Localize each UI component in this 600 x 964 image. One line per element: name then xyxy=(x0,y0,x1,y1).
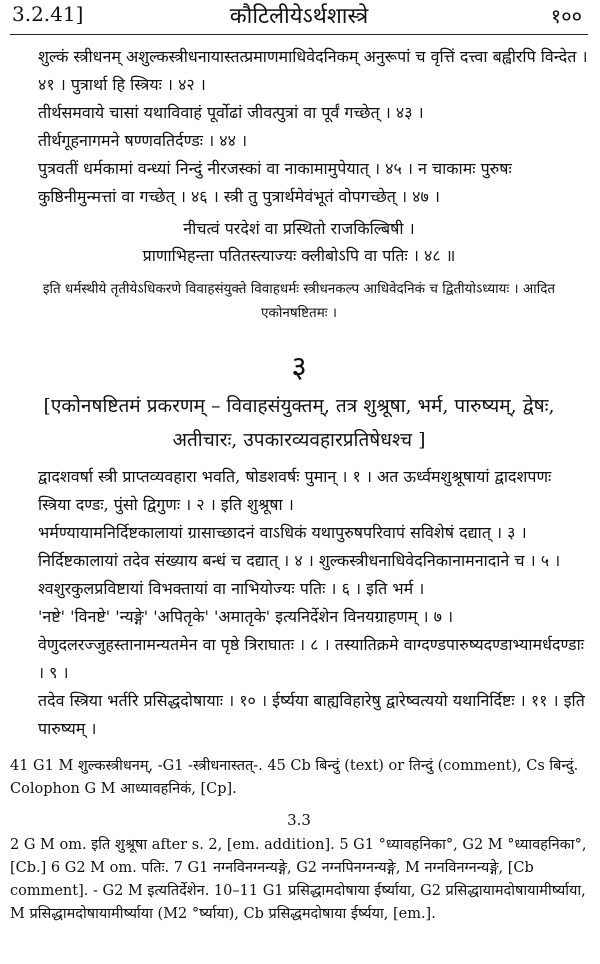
apparatus-note-3-2: 41 G1 M शुल्कस्त्रीधनम्, -G1 -स्त्रीधनास्तत्-. 45 Cb बिन्दुं (text) or तिन्दुं (comment), Cs बिन्दुं. Colophon G M आध्यावहनिकं, [Cp]. xyxy=(10,758,579,797)
apparatus-subhead: 3.3 xyxy=(287,811,311,829)
paragraph-1-2: द्वादशवर्षा स्त्री प्राप्तव्यवहारा भवति, षोडशवर्षः पुमान् । १ । अत ऊर्ध्वमशुश्रूषायां द्वादशपणः स्त्रिया दण्डः, पुंसो द्विगुणः । २ । इति शुश्रूषा । xyxy=(38,467,552,514)
paragraph-43: तीर्थसमवाये चासां यथाविवाहं पूर्वोढां जीवत्पुत्रां वा पूर्वं गच्छेत् । ४३ । xyxy=(38,103,424,122)
paragraph-10-11: तदेव स्त्रिया भर्तरि प्रसिद्धदोषायाः । १० । ईर्ष्यया बाह्यविहारेषु द्वारेष्वत्ययो यथानिर्दिष्टः । ११ । इति पारुष्यम् । xyxy=(38,691,585,738)
paragraph-7-9: 'नष्टे' 'विनष्टे' 'न्यङ्गे' 'अपितृके' 'अमातृके' इत्यनिर्देशेन विनयग्राहणम् । ७ । वेणुदलरज्जुहस्तानामन्यतमेन वा पृष्ठे त्रिराघातः । ८ । तस्यातिक्रमे वाग्दण्डपारुष्यदण्डाभ्यामर्धदण्डाः । ९ । xyxy=(38,607,584,682)
chapter-colophon: इति धर्मस्थीये तृतीयेऽधिकरणे विवाहसंयुक्ते विवाहधर्मः स्त्रीधनकल्प आधिवेदनिकं च द्वितीयोऽध्यायः । आदित एकोनषष्टितमः । xyxy=(42,281,556,321)
verse-48 xyxy=(10,215,588,269)
running-title: कौटिलीयेऽर्थशास्त्रे xyxy=(229,4,369,29)
chapter-number: ३ xyxy=(291,350,307,385)
page-number: १०० xyxy=(550,4,582,28)
verse-line-2: प्राणाभिहन्ता पतितस्त्याज्यः क्लीबोऽपि वा पतिः । ४८ ॥ xyxy=(142,246,456,265)
main-text xyxy=(10,43,588,743)
paragraph-44: तीर्थगूहनागमने षण्णवतिर्दण्डः । ४४ । xyxy=(38,131,248,150)
verse-line-1: नीचत्वं परदेशं वा प्रस्थितो राजकिल्बिषी । xyxy=(183,219,415,238)
prakarana-heading: [एकोनषष्टितमं प्रकरणम् – विवाहसंयुक्तम्, तत्र शुश्रूषा, भर्म, पारुष्यम्, द्वेषः, अतीचारः, उपकारव्यवहारप्रतिषेधश्च ] xyxy=(43,395,555,451)
paragraph-45-47: पुत्रवतीं धर्मकामां वन्ध्यां निन्दुं नीरजस्कां वा नाकामामुपेयात् । ४५ । न चाकामः पुरुषः कुष्ठिनीमुन्मत्तां वा गच्छेत् । ४६ । स्त्री तु पुत्रार्थमेवंभूतं वोपगच्छेत् । ४७ । xyxy=(38,159,512,206)
critical-apparatus xyxy=(10,755,588,926)
paragraph-41-42: शुल्कं स्त्रीधनम् अशुल्कस्त्रीधनायास्तत्प्रमाणमाधिवेदनिकम् अनुरूपां च वृत्तिं दत्त्वा बह्वीरपि विन्देत । ४१ । पुत्रार्था हि स्त्रियः । ४२ । xyxy=(38,47,588,94)
apparatus-note-3-3: 2 G M om. इति शुश्रूषा after s. 2, [em. addition]. 5 G1 °ध्यावहनिका°, G2 M °ध्यावहनिका°, [Cb.] 6 G2 M om. पतिः. 7 G1 नग्नविनग्नन्यङ्गे, G2 नग्नपिनग्नन्यङ्गे, M नग्नविनग्नन्यङ्गे, [Cb comment]. - G2 M इत्यतिर्देशेन. 10–11 G1 प्रसिद्धामदोषाया ईर्ष्याया, G2 प्रसिद्धायामदोषायामीर्ष्याया, M प्रसिद्धामदोषायामीर्ष्याया (M2 °र्ष्याया), Cb प्रसिद्धमदोषाया ईर्ष्यया, [em.]. xyxy=(10,837,587,922)
running-header xyxy=(10,0,588,35)
paragraph-3-5: भर्मण्यायामनिर्दिष्टकालायां ग्रासाच्छादनं वाऽधिकं यथापुरुषपरिवापं सविशेषं दद्यात् । ३ । निर्दिष्टकालायां तदेव संख्याय बन्धं च दद्यात् । ४ । शुल्कस्त्रीधनाधिवेदनिकानामनादाने च । ५ । xyxy=(38,523,561,570)
section-reference: 3.2.41] xyxy=(12,2,84,26)
paragraph-6: श्वशुरकुलप्रविष्टायां विभक्तायां वा नाभियोज्यः पतिः । ६ । इति भर्म । xyxy=(38,579,425,598)
